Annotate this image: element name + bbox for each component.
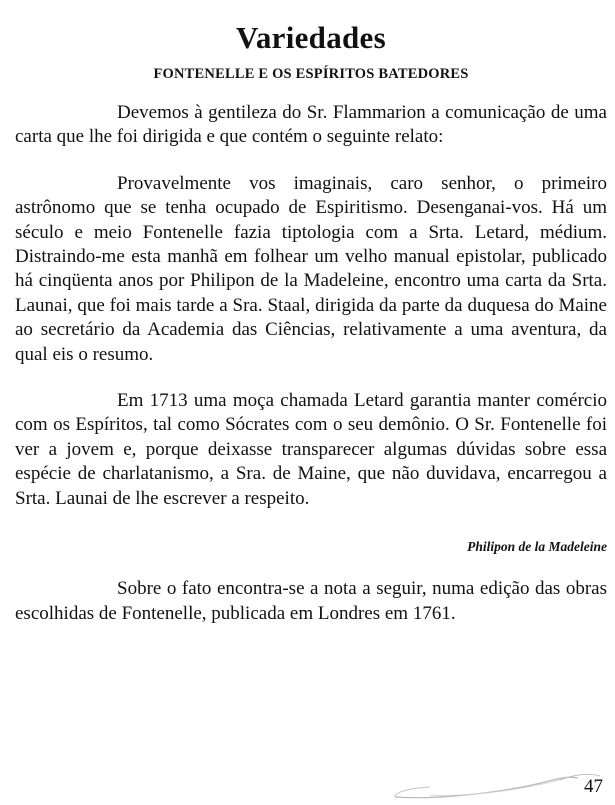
signature: Philipon de la Madeleine [467,539,607,555]
paragraph-letter-2: Em 1713 uma moça chamada Letard garantia manter comércio com os Espíritos, tal como Sócrates com o seu demônio. O Sr. Fontenelle foi ver a jovem e, porque deixasse transparecer algumas dúvidas sobre essa espécie de charlatanismo, a Sra. de Maine, que não duvidava, encarregou a Srta. Launai de lhe escrever a respeito. [15,390,607,509]
paragraph-letter-1: Provavelmente vos imaginais, caro senhor, o primeiro astrônomo que se tenha ocupado de Espiritismo. Desenganai-vos. Há um século e meio Fontenelle fazia tiptologia com a Srta. Letard, médium. Distraindo-me esta manhã em folhear um velho manual epistolar, publicado há cinqüenta anos por Philipon de la Madeleine, encontro uma carta da Srta. Launai, que foi mais tarde a Sra. Staal, dirigida da parte da duquesa do Maine ao secretário da Academia das Ciências, relativamente a uma aventura, da qual eis o resumo. [15,172,607,365]
document-page [15,0,607,626]
article-subtitle: FONTENELLE E OS ESPÍRITOS BATEDORES [153,66,469,82]
page-number: 47 [584,776,603,797]
paragraph-intro: Devemos à gentileza do Sr. Flammarion a comunicação de uma carta que lhe foi dirigida e que contém o seguinte relato: [15,102,607,148]
paragraph-note: Sobre o fato encontra-se a nota a seguir, numa edição das obras escolhidas de Fontenelle, publicada em Londres em 1761. [15,578,607,624]
swash-flourish-icon [0,770,615,805]
section-title: Variedades [236,20,386,55]
page-footer [0,770,615,805]
